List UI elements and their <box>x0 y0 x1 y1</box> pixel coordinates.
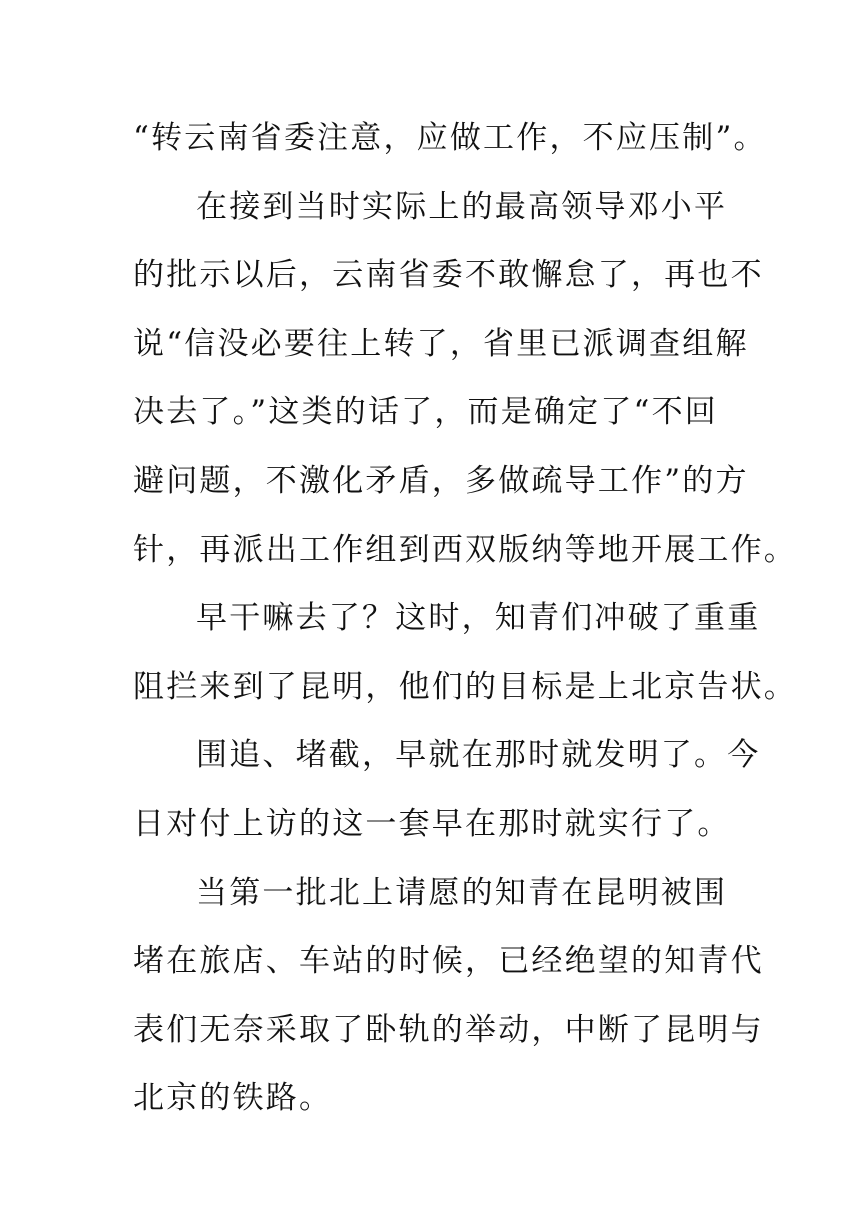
paragraph-start-line: 早干嘛去了？这时，知青们冲破了重重 <box>196 600 761 637</box>
text-line: 决去了。”这类的话了，而是确定了“不回 <box>133 394 718 431</box>
text-line: “转云南省委注意，应做工作，不应压制”。 <box>133 120 767 156</box>
paragraph-start-line: 围追、堵截，早就在那时就发明了。今 <box>196 737 761 774</box>
paragraph-start-line: 当第一批北上请愿的知青在昆明被围 <box>196 874 728 911</box>
text-line: 的批示以后，云南省委不敢懈怠了，再也不 <box>133 257 764 294</box>
text-line: 日对付上访的这一套早在那时就实行了。 <box>133 805 731 842</box>
text-line: 避问题，不激化矛盾，多做疏导工作”的方 <box>133 462 749 499</box>
text-line: 针，再派出工作组到西双版纳等地开展工作。 <box>133 531 797 568</box>
text-line: 阻拦来到了昆明，他们的目标是上北京告状。 <box>133 668 797 705</box>
text-line: 北京的铁路。 <box>133 1080 333 1117</box>
text-line: 表们无奈采取了卧轨的举动，中断了昆明与 <box>133 1011 764 1048</box>
text-line: 堵在旅店、车站的时候，已经绝望的知青代 <box>133 943 764 980</box>
text-line: 说“信没必要往上转了，省里已派调查组解 <box>133 325 749 362</box>
body-text <box>133 104 797 1133</box>
paragraph-start-line: 在接到当时实际上的最高领导邓小平 <box>196 188 728 225</box>
